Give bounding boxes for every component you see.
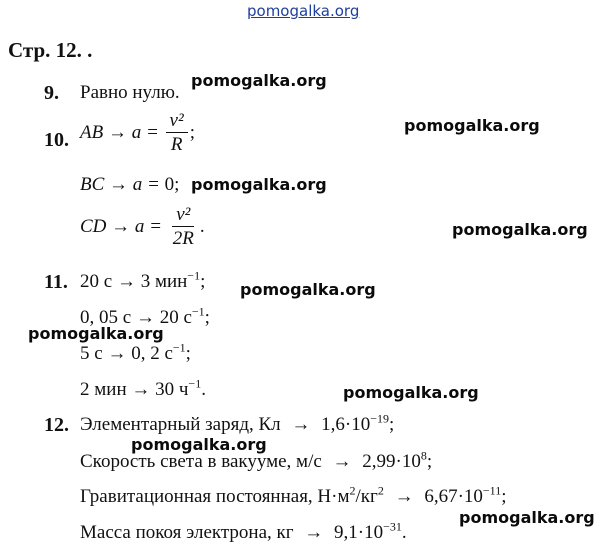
- separator: ;: [200, 271, 206, 292]
- exponent: −1: [172, 340, 186, 355]
- unit: /кг: [355, 486, 378, 507]
- arrow: →: [116, 271, 136, 292]
- separator: ;: [189, 121, 195, 143]
- exponent: −1: [191, 304, 205, 319]
- watermark: pomogalka.org: [131, 435, 267, 454]
- constant-line: [80, 519, 407, 544]
- exponent: −31: [383, 519, 402, 534]
- bc-label: BC: [80, 174, 105, 195]
- exponent: −1: [188, 376, 202, 391]
- watermark[interactable]: pomogalka.org: [247, 2, 360, 20]
- end-dot: .: [199, 215, 205, 237]
- a-equals: a =: [132, 174, 160, 195]
- conversion-line: [80, 340, 191, 365]
- arrow: →: [111, 215, 131, 237]
- watermark: pomogalka.org: [240, 280, 376, 299]
- formula-bc: [80, 174, 179, 196]
- right-value: 20 с: [159, 307, 192, 328]
- exponent: −19: [370, 411, 390, 426]
- arrow: →: [304, 522, 324, 543]
- exponent: 8: [420, 448, 427, 463]
- arrow: →: [131, 379, 151, 400]
- numerator: v²: [172, 204, 194, 227]
- constant-line: [80, 448, 433, 473]
- zero-value: 0;: [164, 174, 180, 195]
- a-equals: a =: [134, 215, 162, 237]
- numerator: v²: [166, 110, 188, 133]
- separator: ;: [426, 451, 433, 472]
- fraction-v2-over-r: [166, 110, 188, 157]
- arrow: →: [109, 174, 129, 195]
- arrow: →: [107, 121, 127, 143]
- constant-value: 6,67·10: [424, 486, 483, 507]
- formula-cd: [80, 204, 205, 251]
- left-value: 0, 05 с: [80, 307, 132, 328]
- constant-line: [80, 411, 395, 436]
- watermark: pomogalka.org: [0, 540, 9, 541]
- constant-value: 1,6·10: [321, 414, 371, 435]
- arrow: →: [291, 414, 311, 435]
- right-value: 0, 2 с: [131, 343, 173, 364]
- constant-line: [80, 483, 507, 508]
- arrow: →: [332, 451, 352, 472]
- left-value: 20 с: [80, 271, 113, 292]
- constant-label: Скорость света в вакууме, м/с: [80, 451, 322, 472]
- exponent: −1: [187, 268, 201, 283]
- item-number-9: 9.: [44, 82, 59, 104]
- left-value: 5 с: [80, 343, 103, 364]
- cd-label: CD: [80, 215, 107, 237]
- separator: ;: [501, 486, 507, 507]
- arrow: →: [135, 307, 155, 328]
- separator: ;: [204, 307, 210, 328]
- arrow: →: [394, 486, 414, 507]
- constant-label: Масса покоя электрона, кг: [80, 522, 294, 543]
- watermark: pomogalka.org: [28, 324, 164, 343]
- watermark: pomogalka.org: [459, 508, 595, 527]
- end-dot: .: [201, 379, 206, 400]
- conversion-line: [80, 304, 210, 329]
- separator: ;: [389, 414, 395, 435]
- fraction-v2-over-2r: [169, 204, 198, 251]
- watermark: pomogalka.org: [191, 175, 327, 194]
- denominator: 2R: [172, 228, 194, 249]
- ab-label: AB: [80, 121, 104, 143]
- arrow: →: [107, 343, 127, 364]
- item-number-10: 10.: [44, 129, 69, 151]
- constant-label: Элементарный заряд, Кл: [80, 414, 281, 435]
- formula-ab: [80, 110, 195, 157]
- constant-label: Гравитационная постоянная, Н·м: [80, 486, 350, 507]
- conversion-line: [80, 376, 206, 401]
- exponent: −11: [482, 483, 502, 498]
- constant-value: 2,99·10: [362, 451, 421, 472]
- item-number-12: 12.: [44, 414, 69, 436]
- watermark: pomogalka.org: [452, 220, 588, 239]
- watermark: pomogalka.org: [343, 383, 479, 402]
- item-number-11: 11.: [44, 271, 68, 293]
- right-value: 3 мин: [140, 271, 188, 292]
- separator: ;: [185, 343, 191, 364]
- exponent: 2: [377, 483, 384, 498]
- denominator: R: [170, 134, 183, 155]
- a-equals: a =: [131, 121, 159, 143]
- item-9-text: Равно нулю.: [80, 82, 180, 103]
- conversion-line: [80, 268, 206, 293]
- page-header: Стр. 12. .: [8, 38, 93, 62]
- watermark: pomogalka.org: [404, 116, 540, 135]
- end-dot: .: [401, 522, 407, 543]
- constant-value: 9,1·10: [334, 522, 384, 543]
- watermark: pomogalka.org: [191, 71, 327, 90]
- left-value: 2 мин: [80, 379, 127, 400]
- right-value: 30 ч: [155, 379, 189, 400]
- exponent: 2: [349, 483, 356, 498]
